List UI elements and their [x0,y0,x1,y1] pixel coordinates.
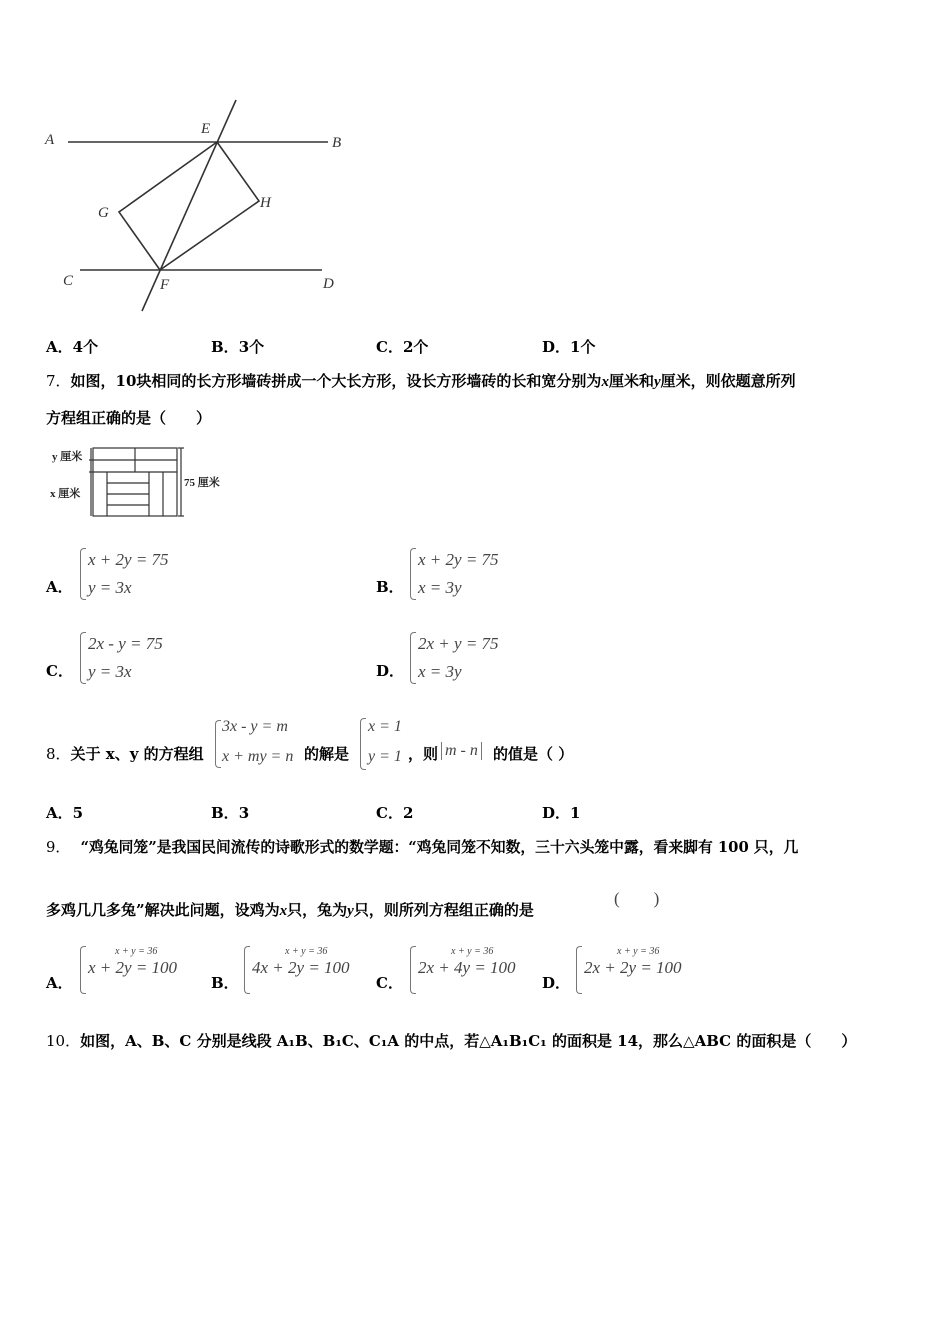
q6-option-b[interactable] [211,336,264,357]
label-e: E [201,121,211,137]
q7-option-a-letter[interactable]: A． [46,578,73,596]
q8-abs-expr [441,742,482,760]
option-letter: D． [542,338,571,356]
q8-text-a: 关于 x、y 的方程组 [70,745,204,763]
option-text: 2 [402,804,414,822]
label-f: F [160,277,170,293]
q8-stem-b: 的解是 [304,745,350,763]
q9-text-a: 多鸡几几多兔”解决此问题，设鸡为 [46,901,280,919]
brick-figure [46,440,236,522]
option-letter: A． [46,804,73,822]
label-g: G [98,205,109,221]
y-cm-label: y 厘米 [52,451,83,463]
q9-c-eq: 2x + 4y = 100 [418,958,516,977]
q9-text-b: 只，兔为 [287,901,348,919]
q9-option-b-letter[interactable]: B． [211,974,239,992]
q7-text-b: 厘米和 [608,372,654,390]
option-text: 4个 [72,338,99,356]
option-letter: B． [211,338,239,356]
q7-c-eq2: y = 3x [88,662,132,681]
q9-d-top: x + y = 36 [617,946,660,957]
q9-b-top: x + y = 36 [285,946,328,957]
q8-option-b[interactable] [211,802,249,823]
geometry-figure [40,95,360,320]
label-b: B [332,135,342,151]
option-text: 1个 [570,338,596,356]
option-text: 1 [570,804,581,822]
option-text: 5 [72,804,84,822]
q8-sol-eq1: x = 1 [368,718,402,735]
q9-stem-line1 [46,836,798,857]
option-letter: B． [211,804,239,822]
height-label: 75 厘米 [184,477,220,489]
question-number: 7． [46,372,71,390]
label-d: D [323,276,334,292]
q7-option-b-letter[interactable]: B． [376,578,404,596]
option-text: 3个 [238,338,265,356]
q10-text: 如图，A、B、C 分别是线段 A₁B、B₁C、C₁A 的中点，若△A₁B₁C₁ 的面积是 14，那么△ABC 的面积是（ ） [80,1032,857,1050]
option-letter: C． [376,804,403,822]
q9-text-c: 只，则所列方程组正确的是 [353,901,534,919]
label-h: H [260,195,271,211]
q6-option-c[interactable] [376,336,428,357]
q7-b-eq2: x = 3y [418,578,462,597]
q7-a-eq1: x + 2y = 75 [88,550,169,569]
q8-stem-d: 的值是（ ） [493,745,574,763]
q6-option-a[interactable] [46,336,98,357]
q7-text-c: 厘米，则依题意所列 [660,372,796,390]
q8-option-a[interactable] [46,802,83,823]
q9-a-top: x + y = 36 [115,946,158,957]
q7-option-d-letter[interactable]: D． [376,662,405,680]
q9-option-a-letter[interactable]: A． [46,974,73,992]
var-y: y [653,374,661,390]
q8-stem-c: ，则 [408,745,439,763]
label-c: C [63,273,74,289]
option-letter: D． [542,804,571,822]
q6-option-d[interactable] [542,336,595,357]
option-text: 2个 [402,338,429,356]
var-x: x [279,903,288,919]
q7-stem-line2: 方程组正确的是（ ） [46,409,212,427]
var-y: y [347,903,354,919]
q8-sol-eq2: y = 1 [368,748,402,765]
q9-a-eq: x + 2y = 100 [88,958,178,977]
q9-stem-line2 [46,899,534,920]
q8-sys-eq2: x + my = n [222,748,294,765]
question-number: 10． [46,1032,81,1050]
q7-d-eq2: x = 3y [418,662,462,681]
q9-answer-paren: ( ) [614,889,660,908]
question-number: 9． [46,839,71,856]
q9-text-line1: “鸡兔同笼”是我国民间流传的诗歌形式的数学题：“鸡兔同笼不知数，三十六头笼中露，看来脚有 100 只，几 [80,839,799,856]
q9-c-top: x + y = 36 [451,946,494,957]
question-number: 8． [46,745,71,763]
q7-b-eq1: x + 2y = 75 [418,550,499,569]
q8-option-d[interactable] [542,802,580,823]
q9-option-c-letter[interactable]: C． [376,974,403,992]
q7-option-c-letter[interactable]: C． [46,662,73,680]
q9-b-eq: 4x + 2y = 100 [252,958,350,977]
transversal [142,100,236,311]
option-letter: A． [46,338,73,356]
x-cm-label: x 厘米 [50,488,81,500]
q9-option-d-letter[interactable]: D． [542,974,571,992]
q8-stem-a [46,743,204,764]
q7-stem-line1 [46,370,796,391]
option-text: 3 [238,804,250,822]
q7-c-eq1: 2x - y = 75 [88,634,163,653]
q7-text-a: 如图，10块相同的长方形墙砖拼成一个大长方形，设长方形墙砖的长和宽分别为 [70,372,602,390]
q9-d-eq: 2x + 2y = 100 [584,958,682,977]
option-letter: C． [376,338,403,356]
q10-stem [46,1030,856,1051]
q7-d-eq1: 2x + y = 75 [418,634,499,653]
abs-expr-text: m - n [445,742,478,759]
q7-a-eq2: y = 3x [88,578,132,597]
q8-option-c[interactable] [376,802,413,823]
q8-sys-eq1: 3x - y = m [222,718,288,735]
var-x: x [601,374,609,390]
label-a: A [45,132,55,148]
